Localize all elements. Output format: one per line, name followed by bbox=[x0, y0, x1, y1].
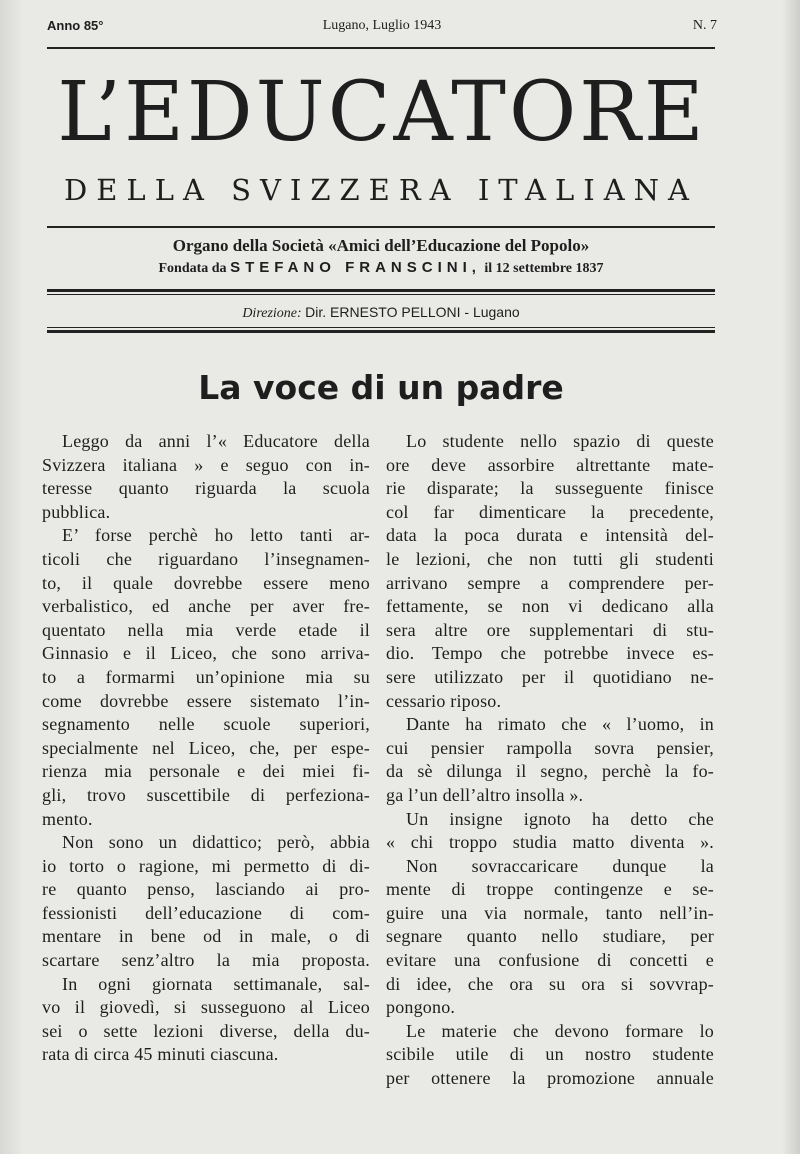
text-line: In ogni giornata settimanale, sal- bbox=[62, 973, 370, 994]
founded-date: il 12 settembre 1837 bbox=[484, 261, 604, 276]
masthead-rule bbox=[47, 226, 715, 228]
organ-line: Organo della Società «Amici dell’Educazione del Popolo» bbox=[172, 236, 590, 255]
direction-label: Direzione: bbox=[242, 306, 302, 321]
text-line: di idee, che ora su ora si sovvrap- bbox=[386, 973, 714, 994]
text-line: « chi troppo studia matto diventa ». bbox=[386, 832, 714, 853]
article-column-left bbox=[42, 430, 370, 1067]
text-line: cessario riposo. bbox=[386, 690, 502, 711]
issue-year: Anno 85° bbox=[47, 18, 104, 33]
text-line: sere utilizzato per il quotidiano ne- bbox=[386, 666, 714, 687]
double-rule-bottom bbox=[47, 330, 715, 333]
text-line: scibile utile di un nostro studente bbox=[386, 1044, 714, 1065]
text-line: fettamente, se non vi dedicano alla bbox=[386, 596, 714, 617]
double-rule-top-thin bbox=[47, 294, 715, 295]
director-name: Dir. ERNESTO PELLONI - Lugano bbox=[305, 304, 520, 320]
text-line: Un insigne ignoto ha detto che bbox=[406, 808, 714, 829]
text-line: re quanto penso, lasciando ai pro- bbox=[42, 879, 370, 900]
text-line: Ginnasio e il Liceo, che sono arriva- bbox=[42, 643, 370, 664]
text-line: sei o sette lezioni diverse, della du- bbox=[42, 1020, 370, 1041]
text-line: E’ forse perchè ho letto tanti ar- bbox=[62, 525, 370, 546]
text-line: teresse quanto riguarda la scuola bbox=[42, 478, 370, 499]
text-line: ore deve assorbire altrettante mate- bbox=[386, 454, 714, 475]
text-line: Lo studente nello spazio di queste bbox=[406, 431, 714, 451]
founded-line bbox=[47, 257, 715, 279]
text-line: io torto o ragione, mi permetto di di- bbox=[42, 855, 370, 876]
masthead-subtitle: DELLA SVIZZERA ITALIANA bbox=[64, 173, 698, 207]
text-line: pongono. bbox=[386, 997, 456, 1018]
text-line: mentare in bene od in male, o di bbox=[42, 926, 370, 947]
double-rule-top bbox=[47, 289, 715, 292]
text-line: pubblica. bbox=[42, 501, 111, 522]
text-line: Leggo da anni l’« Educatore della bbox=[62, 431, 370, 451]
issue-place-date: Lugano, Luglio 1943 bbox=[322, 18, 442, 33]
text-line: mento. bbox=[42, 808, 93, 829]
text-line: col far dimenticare la precedente, bbox=[386, 501, 714, 522]
text-line: Non sovraccaricare dunque la bbox=[406, 855, 714, 876]
text-line: evitare una confusione di concetti e bbox=[386, 950, 714, 971]
text-line: to, il quale dovrebbe essere meno bbox=[42, 572, 370, 593]
text-line: ga l’un dell’altro insolla ». bbox=[386, 784, 584, 805]
text-line: dio. Tempo che potrebbe invece es- bbox=[386, 643, 714, 664]
text-line: verbalistico, ed anche per aver fre- bbox=[42, 596, 370, 617]
text-line: rata di circa 45 minuti ciascuna. bbox=[42, 1044, 279, 1065]
text-line: rie disparate; la susseguente finisce bbox=[386, 478, 714, 499]
founder-name: STEFANO FRANSCINI, bbox=[230, 259, 481, 276]
text-line: gli, trovo suscettibile di perfeziona- bbox=[42, 784, 370, 805]
masthead-title: L’EDUCATORE bbox=[57, 65, 707, 160]
text-line: quentato nella mia verde etade il bbox=[42, 619, 370, 640]
issue-number: N. 7 bbox=[692, 18, 717, 33]
text-line: come dovrebbe essere sistemato l’in- bbox=[42, 690, 370, 711]
issue-header bbox=[47, 18, 717, 40]
header-rule bbox=[47, 47, 715, 49]
text-line: segnamento nelle scuole superiori, bbox=[42, 714, 370, 735]
text-line: fessionisti dell’educazione di com- bbox=[42, 902, 370, 923]
article-column-right bbox=[386, 430, 714, 1091]
text-line: guire una via normale, tanto nell’in- bbox=[386, 902, 714, 923]
text-line: Le materie che devono formare lo bbox=[406, 1020, 714, 1041]
article-title: La voce di un padre bbox=[198, 368, 564, 407]
text-line: arrivano sempre a comprendere per- bbox=[386, 572, 714, 593]
text-line: mente di troppe contingenze e se- bbox=[386, 879, 714, 900]
text-line: rienza mia personale e dei miei fi- bbox=[42, 761, 370, 782]
text-line: cui pensier rampolla sovra pensier, bbox=[386, 737, 714, 758]
text-line: le lezioni, che non tutti gli studenti bbox=[386, 548, 714, 569]
text-line: to a formarmi un’opinione mia su bbox=[42, 666, 370, 687]
text-line: per ottenere la promozione annuale bbox=[386, 1068, 714, 1089]
text-line: Non sono un didattico; però, abbia bbox=[62, 832, 370, 853]
text-line: segnare quanto nello studiare, per bbox=[386, 926, 714, 947]
text-line: scartare senz’altro la mia proposta. bbox=[42, 950, 370, 971]
text-line: Dante ha rimato che « l’uomo, in bbox=[406, 714, 714, 735]
text-line: data la poca durata e intensità del- bbox=[386, 525, 714, 546]
text-line: sera altre ore supplementari di stu- bbox=[386, 619, 714, 640]
page-shadow-right bbox=[782, 0, 800, 1154]
text-line: da sè dilunga il segno, perchè la fo- bbox=[386, 761, 714, 782]
founded-prefix: Fondata da bbox=[158, 261, 227, 276]
page-shadow-left bbox=[0, 0, 24, 1154]
text-line: Svizzera italiana » e seguo con in- bbox=[42, 454, 370, 475]
direction-line bbox=[47, 301, 715, 323]
text-line: ticoli che riguardano l’insegnamen- bbox=[42, 548, 370, 569]
text-line: specialmente nel Liceo, che, per espe- bbox=[42, 737, 370, 758]
double-rule-bottom-thin bbox=[47, 327, 715, 328]
text-line: vo il giovedì, si susseguono al Liceo bbox=[42, 997, 370, 1018]
